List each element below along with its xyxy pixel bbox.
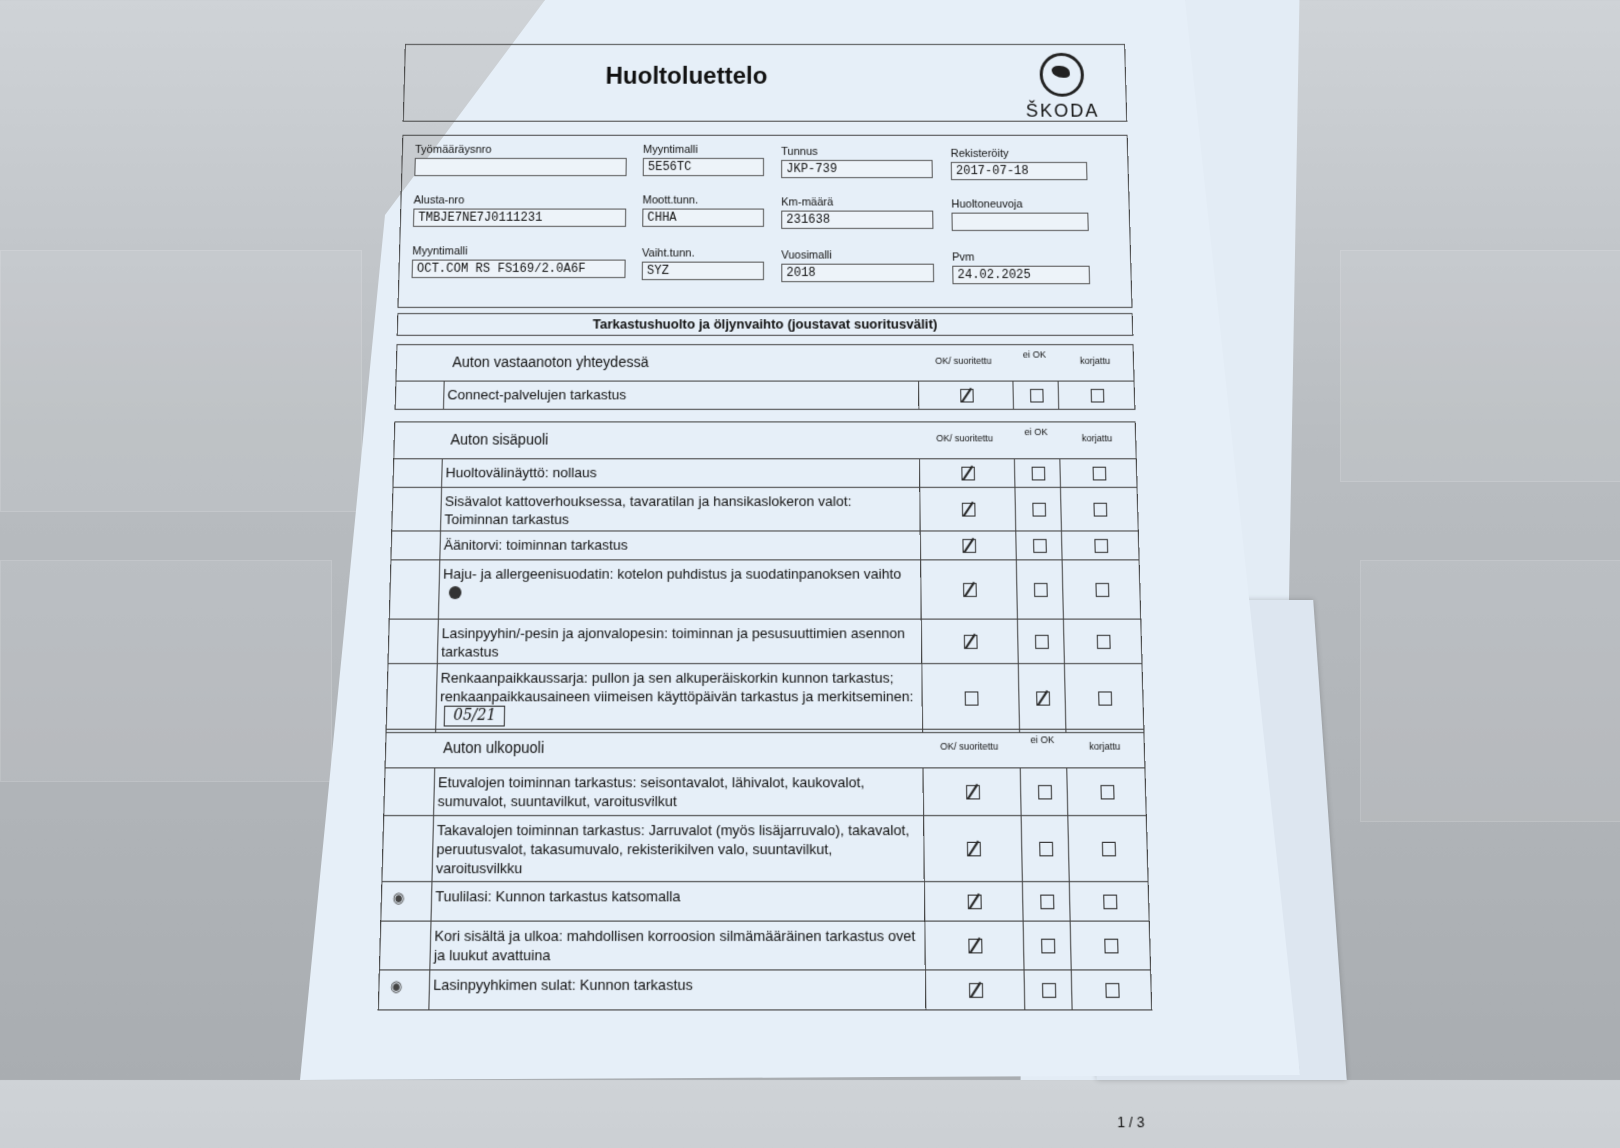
field-tyomaaraysnro (414, 144, 627, 176)
section-header (386, 730, 1145, 769)
checkbox-ok[interactable] (962, 539, 976, 553)
table-row (390, 560, 1140, 619)
section-interior (386, 421, 1145, 733)
row-text: Etuvalojen toiminnan tarkastus: seisontavalot, lähivalot, kaukovalot, sumuvalot, suuntavilkut, varoitusvilkut (437, 773, 865, 810)
checkbox-ok[interactable] (967, 842, 981, 857)
field-value[interactable]: TMBJE7NE7J0111231 (413, 209, 626, 227)
field-value[interactable]: 231638 (781, 211, 933, 229)
col-ei (1023, 922, 1072, 970)
checkbox-ei-ok[interactable] (1040, 895, 1054, 910)
col-ok (919, 488, 1016, 531)
section-header (394, 422, 1136, 459)
field-label: Huoltoneuvoja (951, 198, 1023, 211)
table-row (396, 382, 1135, 409)
col-korjattu (1058, 382, 1136, 409)
table-row (384, 768, 1146, 816)
checkbox-ok[interactable] (969, 983, 983, 998)
checkbox-ei-ok[interactable] (1035, 635, 1049, 649)
col-ei (1014, 459, 1061, 487)
row-lead (428, 970, 430, 1009)
col-korjattu (1060, 488, 1139, 531)
section-exterior (378, 729, 1153, 1011)
floor-tile (0, 560, 332, 782)
col-ok (924, 882, 1024, 920)
field-vuosimalli (781, 249, 934, 282)
checkbox-ei-ok[interactable] (1041, 939, 1055, 954)
checkbox-korjattu[interactable] (1097, 635, 1111, 649)
col-ok (918, 382, 1014, 409)
table-row (387, 664, 1144, 732)
handwritten-date: 05/21 (444, 706, 506, 727)
checkbox-ei-ok[interactable] (1032, 467, 1046, 481)
row-text: Huoltovälinäyttö: nollaus (445, 464, 597, 481)
checkbox-ok[interactable] (963, 583, 977, 597)
field-value[interactable] (951, 213, 1088, 231)
field-label: Moott.tunn. (642, 194, 699, 207)
row-text-wrap (439, 669, 918, 727)
row-text: Lasinpyyhkimen sulat: Kunnon tarkastus (432, 976, 693, 994)
checkbox-ei-ok[interactable] (1036, 691, 1050, 705)
page-number: 1 / 3 (1116, 1113, 1145, 1131)
checkbox-ei-ok[interactable] (1038, 785, 1052, 799)
field-vaiht (642, 247, 764, 280)
field-label: Myyntimalli (642, 143, 698, 156)
row-lead (431, 816, 434, 881)
col-ok (924, 922, 1024, 970)
col-ei-ok-header: ei OK (1024, 426, 1048, 438)
checkbox-korjattu[interactable] (1093, 467, 1107, 481)
field-myyntimalli-2 (412, 245, 626, 278)
checkbox-korjattu[interactable] (1098, 691, 1112, 705)
col-ok (920, 532, 1017, 560)
row-lead (438, 560, 440, 618)
col-korjattu-header: korjattu (1081, 432, 1113, 444)
field-value[interactable]: 2017-07-18 (951, 162, 1088, 180)
col-ei (1024, 970, 1073, 1009)
checkbox-korjattu[interactable] (1103, 895, 1117, 910)
table-row (392, 488, 1138, 532)
section-title: Auton vastaanoton yhteydessä (452, 353, 649, 371)
floor-tile (0, 250, 362, 512)
col-ei (1021, 816, 1070, 881)
checkbox-ok[interactable] (968, 939, 982, 954)
field-value[interactable] (414, 158, 626, 176)
col-korjattu-header: korjattu (1089, 740, 1121, 752)
col-korjattu (1063, 620, 1143, 663)
checkbox-korjattu[interactable] (1095, 583, 1109, 597)
field-value[interactable]: 5E56TC (643, 158, 764, 176)
field-alusta (413, 194, 626, 227)
row-text: Renkaanpaikkaussarja: pullon ja sen alkuperäiskorkin kunnon tarkastus; renkaanpaikkausaineen viimeisen käyttöpäivän tarkastus ja merkitseminen: (439, 669, 914, 705)
field-label: Pvm (952, 251, 975, 264)
eye-icon: ◉ (389, 977, 403, 995)
row-lead (443, 382, 445, 409)
col-ei (1018, 664, 1067, 732)
row-lead (433, 768, 435, 815)
row-text: Sisävalot kattoverhouksessa, tavaratilan ja hansikaslokeron valot: Toiminnan tarkastus (444, 493, 852, 528)
row-text: Kori sisältä ja ulkoa: mahdollisen korroosion silmämääräinen tarkastus ovet ja luukut avattuina (433, 927, 916, 964)
checkbox-korjattu[interactable] (1105, 983, 1119, 998)
skoda-logo (1016, 53, 1108, 122)
row-text: Tuulilasi: Kunnon tarkastus katsomalla (435, 887, 681, 905)
col-korjattu (1067, 816, 1148, 881)
header-box (403, 44, 1128, 122)
checkbox-ei-ok[interactable] (1033, 539, 1047, 553)
page-title: Huoltoluettelo (605, 62, 768, 90)
table-row (382, 816, 1147, 882)
col-korjattu (1061, 532, 1140, 560)
table-row (381, 882, 1148, 921)
table-row (380, 922, 1150, 971)
checkbox-ei-ok[interactable] (1030, 389, 1044, 403)
col-ei (1016, 560, 1064, 618)
field-value[interactable]: CHHA (642, 209, 764, 227)
checkbox-ok[interactable] (960, 389, 974, 403)
col-ei (1020, 768, 1069, 815)
col-ei-ok-header: ei OK (1022, 349, 1047, 360)
row-lead (435, 664, 438, 732)
field-pvm (952, 251, 1090, 284)
field-tunnus (781, 146, 933, 178)
floor-tile (1340, 250, 1620, 482)
field-label: Vuosimalli (781, 249, 832, 262)
section-reception (395, 344, 1136, 410)
col-ok (920, 560, 1018, 618)
section-title: Auton sisäpuoli (450, 430, 549, 448)
col-ok (919, 459, 1016, 487)
field-label: Myyntimalli (412, 245, 468, 258)
floor-tile (1360, 560, 1620, 822)
row-lead (429, 922, 431, 970)
field-rekisteroity (951, 148, 1088, 180)
col-korjattu (1066, 768, 1147, 815)
field-moott (642, 194, 764, 227)
col-ok (923, 816, 1023, 881)
field-label: Vaiht.tunn. (641, 247, 695, 260)
checkbox-ei-ok[interactable] (1032, 503, 1046, 517)
checkbox-ei-ok[interactable] (1039, 842, 1053, 857)
col-korjattu-header: korjattu (1079, 355, 1111, 366)
col-ok-header: OK/ suoritettu (940, 740, 999, 752)
checkbox-ei-ok[interactable] (1034, 583, 1048, 597)
col-ok-header: OK/ suoritettu (935, 355, 992, 366)
row-lead (430, 882, 432, 920)
eye-icon: ◉ (392, 888, 405, 906)
skoda-arrow-icon (1039, 53, 1084, 97)
brand-text: ŠKODA (1025, 100, 1100, 121)
field-value[interactable]: OCT.COM RS FS169/2.0A6F (412, 260, 626, 278)
field-myyntimalli (643, 144, 764, 176)
row-text: Takavalojen toiminnan tarkastus: Jarruvalot (myös lisäjarruvalo), takavalot, peruutusvalot, takasumuvalo, rekisterikilven valo, suuntavilkut, varoitusvilkku (435, 821, 910, 877)
col-ei (1022, 882, 1071, 920)
field-value[interactable]: JKP-739 (781, 160, 933, 178)
col-ei-ok-header: ei OK (1030, 734, 1055, 746)
col-korjattu (1071, 970, 1153, 1009)
table-row (393, 459, 1136, 488)
row-lead (440, 488, 442, 531)
col-ok (921, 664, 1020, 732)
col-korjattu (1059, 459, 1137, 487)
table-row (379, 970, 1151, 1009)
field-label: Alusta-nro (413, 194, 465, 207)
service-banner: Tarkastushuolto ja öljynvaihto (joustavat suoritusvälit) (397, 313, 1134, 336)
row-text: Äänitorvi: toiminnan tarkastus (443, 536, 628, 553)
checkbox-korjattu[interactable] (1104, 939, 1118, 954)
checkbox-ok[interactable] (968, 895, 982, 910)
col-korjattu (1062, 560, 1142, 618)
checkbox-korjattu[interactable] (1093, 503, 1107, 517)
row-text: Lasinpyyhin/-pesin ja ajonvalopesin: toiminnan ja pesusuuttimien asennon tarkastus (441, 625, 906, 660)
checkbox-korjattu[interactable] (1102, 842, 1116, 857)
field-km (781, 196, 933, 229)
checkbox-korjattu[interactable] (1094, 539, 1108, 553)
col-ok-header: OK/ suoritettu (936, 432, 993, 444)
col-ei (1014, 488, 1062, 531)
row-lead (437, 620, 439, 663)
col-ok (925, 970, 1025, 1009)
checkbox-ok[interactable] (966, 785, 980, 799)
section-title: Auton ulkopuoli (442, 738, 545, 757)
table-row (391, 532, 1138, 561)
checkbox-korjattu[interactable] (1091, 389, 1105, 403)
col-korjattu (1069, 882, 1150, 920)
checkbox-ok[interactable] (961, 467, 975, 481)
checkbox-ok[interactable] (962, 503, 976, 517)
checkbox-korjattu[interactable] (1100, 785, 1114, 799)
checkbox-ok[interactable] (965, 691, 979, 705)
row-lead (441, 459, 443, 487)
col-ei (1017, 620, 1065, 663)
field-value[interactable]: 24.02.2025 (952, 266, 1090, 284)
field-label: Rekisteröity (950, 147, 1009, 160)
field-value[interactable]: SYZ (642, 262, 764, 280)
col-ei (1012, 382, 1059, 409)
vehicle-info (397, 135, 1132, 308)
table-row (389, 620, 1142, 665)
row-text: Connect-palvelujen tarkastus (447, 386, 627, 403)
field-label: Km-määrä (781, 196, 834, 209)
col-ok (922, 768, 1021, 815)
col-ok (921, 620, 1019, 663)
field-label: Työmääräysnro (414, 143, 492, 156)
field-value[interactable]: 2018 (781, 264, 934, 282)
row-text: Haju- ja allergeenisuodatin: kotelon puhdistus ja suodatinpanoksen vaihto (442, 565, 902, 582)
service-checklist (374, 40, 1156, 1148)
field-huoltoneuvoja (951, 198, 1088, 231)
row-text-wrap (442, 565, 917, 602)
field-label: Tunnus (781, 145, 818, 158)
section-header (396, 345, 1133, 381)
checkbox-ok[interactable] (964, 635, 978, 649)
checkbox-ei-ok[interactable] (1042, 983, 1056, 998)
col-ei (1015, 532, 1062, 560)
filter-symbol-icon (449, 587, 462, 600)
row-lead (439, 532, 441, 560)
col-korjattu (1064, 664, 1145, 732)
col-korjattu (1070, 922, 1152, 970)
